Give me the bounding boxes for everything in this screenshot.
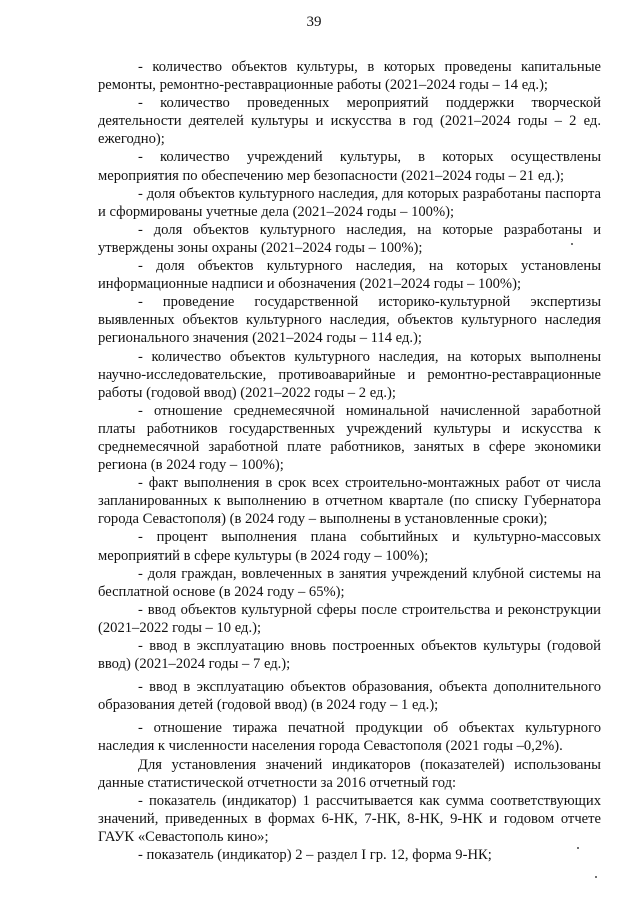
paragraph: - отношение среднемесячной номинальной начисленной заработной платы работников государственных учреждений культуры и искусства к среднемесячной заработной плате работников, занятых в сфере экономики региона (в 2024 году – 100%); <box>98 402 601 474</box>
paragraph: - доля объектов культурного наследия, на которые разработаны и утверждены зоны охраны (2021–2024 годы – 100%); <box>98 221 601 256</box>
paragraph: - доля объектов культурного наследия, для которых разработаны паспорта и сформированы учетные дела (2021–2024 годы – 100%); <box>98 185 601 220</box>
paragraph: - количество проведенных мероприятий поддержки творческой деятельности деятелей культуры и искусства в год (2021–2024 годы – 2 ед. ежегодно); <box>98 95 601 148</box>
paragraph: - доля объектов культурного наследия, на которых установлены информационные надписи и обозначения (2021–2024 годы – 100%); <box>98 258 601 293</box>
paragraph: - процент выполнения плана событийных и культурно-массовых мероприятий в сфере культуры (в 2024 году – 100%); <box>98 529 601 564</box>
document-body <box>98 58 601 864</box>
paragraph: Для установления значений индикаторов (показателей) использованы данные статистической отчетности за 2016 отчетный год: <box>98 756 601 791</box>
scan-speck <box>571 243 573 245</box>
scan-speck <box>577 847 579 849</box>
paragraph: - ввод в эксплуатацию вновь построенных объектов культуры (годовой ввод) (2021–2024 годы – 7 ед.); <box>98 638 601 673</box>
page-number: 39 <box>306 14 322 30</box>
paragraph: - факт выполнения в срок всех строительно-монтажных работ от числа запланированных к выполнению в отчетном квартале (по списку Губернатора города Севастополя) (в 2024 году – выполнены в установленные сроки); <box>98 475 601 528</box>
paragraph: - количество объектов культурного наследия, на которых выполнены научно-исследовательские, противоаварийные и ремонтно-реставрационные работы (годовой ввод) (2021–2022 годы – 2 ед.); <box>98 348 601 401</box>
paragraph: - количество объектов культуры, в которых проведены капитальные ремонты, ремонтно-реставрационные работы (2021–2024 годы – 14 ед.); <box>98 59 601 94</box>
paragraph: - доля граждан, вовлеченных в занятия учреждений клубной системы на бесплатной основе (в 2024 году – 65%); <box>98 565 601 600</box>
paragraph: - ввод в эксплуатацию объектов образования, объекта дополнительного образования детей (годовой ввод) (в 2024 году – 1 ед.); <box>98 679 601 714</box>
paragraph: - показатель (индикатор) 2 – раздел I гр. 12, форма 9-НК; <box>138 847 492 864</box>
scan-speck <box>595 876 597 878</box>
paragraph: - отношение тиража печатной продукции об объектах культурного наследия к численности населения города Севастополя (2021 годы –0,2%). <box>98 720 601 755</box>
paragraph: - проведение государственной историко-культурной экспертизы выявленных объектов культурного наследия, объектов культурного наследия регионального значения (2021–2024 годы – 114 ед.); <box>98 294 601 347</box>
paragraph: - количество учреждений культуры, в которых осуществлены мероприятия по обеспечению мер безопасности (2021–2024 годы – 21 ед.); <box>98 149 601 184</box>
paragraph: - ввод объектов культурной сферы после строительства и реконструкции (2021–2022 годы – 10 ед.); <box>98 601 601 636</box>
paragraph: - показатель (индикатор) 1 рассчитывается как сумма соответствующих значений, приведенных в формах 6-НК, 7-НК, 8-НК, 9-НК и годовом отчете ГАУК «Севастополь кино»; <box>98 792 601 845</box>
